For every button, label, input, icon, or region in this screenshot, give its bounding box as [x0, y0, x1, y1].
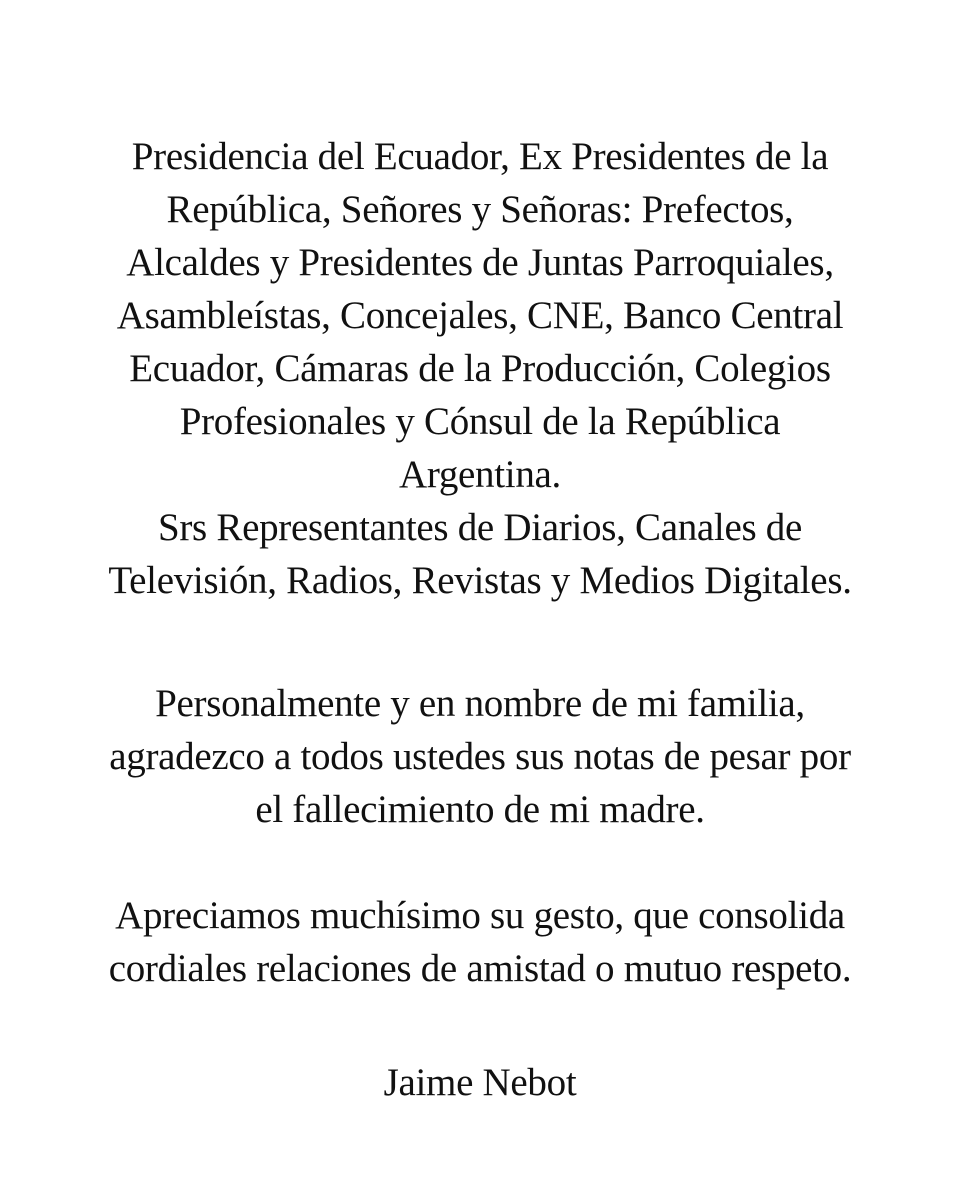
appreciation-line: Apreciamos muchísimo su gesto, que consolida — [115, 894, 845, 937]
salutation-line: Alcaldes y Presidentes de Juntas Parroquiales, — [126, 241, 834, 284]
salutation-line: Argentina. — [399, 453, 561, 496]
salutation-line: Televisión, Radios, Revistas y Medios Digitales. — [108, 559, 852, 602]
salutation-line: Srs Representantes de Diarios, Canales de — [157, 506, 803, 549]
gratitude-line: el fallecimiento de mi madre. — [255, 788, 705, 831]
signature-name: Jaime Nebot — [383, 1061, 577, 1104]
salutation-paragraph — [0, 130, 960, 607]
gratitude-line: Personalmente y en nombre de mi familia, — [155, 682, 805, 725]
gratitude-line: agradezco a todos ustedes sus notas de pesar por — [109, 735, 851, 778]
salutation-line: Ecuador, Cámaras de la Producción, Colegios — [129, 347, 831, 390]
appreciation-paragraph — [0, 889, 960, 995]
salutation-line: Asambleístas, Concejales, CNE, Banco Central — [116, 294, 844, 337]
salutation-line: Presidencia del Ecuador, Ex Presidentes de la — [131, 135, 829, 178]
appreciation-line: cordiales relaciones de amistad o mutuo respeto. — [108, 947, 852, 990]
gratitude-paragraph — [0, 677, 960, 836]
salutation-line: Profesionales y Cónsul de la República — [179, 400, 781, 443]
signature-block — [0, 1056, 960, 1109]
salutation-line: República, Señores y Señoras: Prefectos, — [166, 188, 794, 231]
